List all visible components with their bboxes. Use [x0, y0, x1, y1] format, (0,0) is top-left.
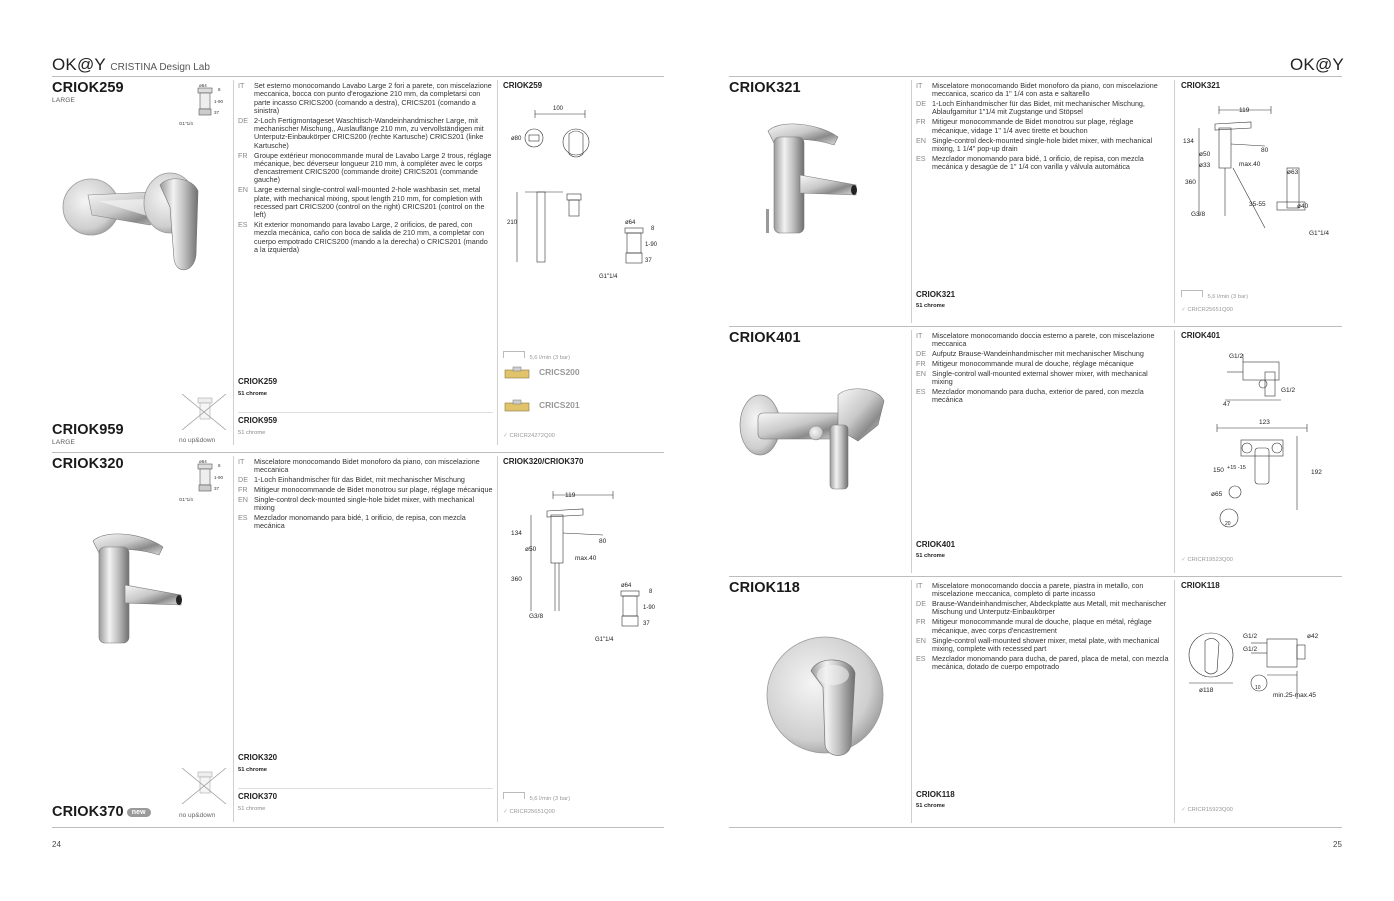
technical-drawing-criok320	[503, 485, 663, 645]
lang-en: EN	[916, 135, 926, 145]
cartridge-value: CRICR24272Q00	[509, 433, 555, 439]
desc-fr: Mitigeur monocommande de Bidet monotrou sur plage, réglage mécanique	[254, 485, 493, 495]
product-photo-criok259	[58, 155, 208, 280]
lang-it: IT	[238, 81, 245, 90]
dim-d118: ø118	[1199, 687, 1214, 694]
drain-d37: 37	[645, 258, 652, 264]
cartridge-icon: ✓	[503, 433, 510, 439]
dim-range: min.25-max.45	[1273, 692, 1316, 699]
dim-max40: max.40	[575, 555, 597, 562]
desc-it: Miscelatore monocomando Bidet monoforo da piano, con miscelazione meccanica	[254, 457, 480, 475]
product-code: CRIOK370	[52, 804, 124, 820]
dim-g38: G3/8	[529, 613, 544, 620]
lang-es: ES	[916, 153, 926, 163]
variant-rule	[238, 412, 493, 413]
lang-fr: FR	[238, 150, 248, 160]
dim-192: 192	[1311, 469, 1322, 476]
dim-d50: ø50	[1199, 151, 1211, 158]
cartridge-icon: ✓	[1181, 307, 1188, 313]
dim-u20: 20	[1225, 521, 1231, 527]
lang-es: ES	[238, 513, 248, 523]
flow-icon	[503, 351, 525, 358]
product-photo-criok118	[765, 625, 895, 765]
technical-drawing-criok118	[1181, 625, 1341, 705]
cartridge-value: CRICR25651Q00	[1187, 307, 1233, 313]
drain-d8: 8	[218, 463, 221, 468]
flow-value: 5,6 l/min (3 bar)	[1207, 294, 1249, 300]
lang-en: EN	[916, 368, 926, 378]
dim-d33: ø33	[1199, 162, 1211, 169]
drawing-title: CRIOK401	[1181, 331, 1221, 340]
dim-max40: max.40	[1239, 161, 1261, 168]
drain-190: 1-90	[643, 605, 656, 611]
variant-code: CRIOK118	[916, 790, 955, 799]
variant-code: CRIOK959	[238, 416, 278, 425]
product-photo-criok321	[760, 115, 860, 240]
variant-finish: 51 chrome	[916, 553, 945, 559]
lang-es: ES	[238, 220, 248, 230]
product-code: CRIOK401	[729, 330, 801, 346]
product-code-row	[52, 804, 151, 820]
lang-en: EN	[238, 185, 248, 195]
dim-134: 134	[1183, 138, 1194, 145]
section-rule	[729, 326, 1342, 327]
technical-drawing-criok259	[503, 100, 663, 285]
variant-finish: 51 chrome	[238, 430, 266, 436]
desc-en: Large external single-control wall-mounted 2-hole washbasin set, metal plate, with mechanical mixing, spout length 210 mm, for completion with recessed part CRICS200 (control on the right) CRICS201 (control on the left)	[254, 185, 485, 220]
dim-47: 47	[1223, 401, 1231, 408]
product-code: CRIOK959	[52, 422, 124, 438]
dim-g114: G1"1/4	[1309, 230, 1330, 237]
lang-en: EN	[238, 494, 248, 504]
drain-d8: 8	[651, 226, 655, 232]
flow-icon	[503, 792, 525, 799]
page-number-left: 24	[52, 840, 61, 849]
lang-en: EN	[916, 635, 926, 645]
cartridge-code	[1181, 807, 1233, 813]
drain-d37: 37	[643, 621, 650, 627]
dim-g12b: G1/2	[1243, 646, 1258, 653]
product-photo-criok401	[738, 385, 888, 495]
dim-g12: G1/2	[1243, 633, 1258, 640]
drain-g114: G1"1/4	[595, 637, 614, 643]
section-rule	[729, 576, 1342, 577]
description-block	[916, 582, 1170, 673]
lang-it: IT	[916, 81, 923, 90]
flow-value: 5,6 l/min (3 bar)	[529, 355, 571, 361]
cartridge-icon: ✓	[503, 809, 510, 815]
column-divider	[911, 580, 912, 823]
cartridge-icon: ✓	[1181, 557, 1188, 563]
product-code: CRIOK259	[52, 80, 124, 96]
brand-logo-right: OK@Y	[1290, 55, 1344, 74]
column-divider	[1174, 580, 1175, 823]
footer-rule-left	[52, 827, 664, 828]
desc-es: Mezclador monomando para ducha, de pared, placa de metal, con mezcla mecánica, dotado de cuerpo empotrado	[932, 653, 1169, 672]
desc-en: Single-control deck-mounted single-hole bidet mixer, with mechanical mixing, 1 1/4" pop-up drain	[932, 135, 1153, 153]
drain-d64: ø64	[625, 220, 636, 226]
cartridge-value: CRICR15923Q00	[1187, 807, 1233, 813]
drawing-title: CRIOK259	[503, 81, 543, 90]
drain-d37: 37	[214, 110, 220, 115]
desc-es: Mezclador monomando para ducha, exterior de pared, con mezcla mecánica	[932, 387, 1144, 405]
drain-d8: 8	[649, 589, 653, 595]
variant-rule	[238, 788, 493, 789]
desc-fr: Mitigeur monocommande mural de douche, réglage mécanique	[932, 359, 1134, 369]
dim-3555: 35-55	[1249, 201, 1266, 208]
dim-d50: ø50	[525, 546, 537, 553]
column-divider	[233, 456, 234, 822]
no-updown-drain-icon	[178, 766, 230, 806]
variant-code: CRIOK320	[238, 753, 278, 762]
recessed-part-crics201: CRICS201	[539, 400, 580, 410]
desc-de: Aufputz Brause-Wandeinhandmischer mit mechanischer Mischung	[932, 349, 1144, 359]
dim-d42: ø42	[1307, 633, 1319, 640]
dim-119: 119	[565, 492, 576, 499]
dim-d40: ø40	[1297, 203, 1309, 210]
drain-d64: ø64	[621, 583, 632, 589]
lang-de: DE	[916, 599, 926, 609]
product-code: CRIOK320	[52, 456, 124, 472]
flow-rate	[503, 787, 570, 805]
lang-de: DE	[916, 349, 926, 359]
column-divider	[1174, 330, 1175, 573]
cartridge-value: CRICR25651Q00	[509, 809, 555, 815]
column-divider	[497, 80, 498, 445]
desc-es: Kit exterior monomando para lavabo Large, 2 orificios, de pared, con mezcla mecánica, caño con boca de salida de 210 mm, a completar con cuerpo empotrado CRICS200 (mando a la derecha) o CRICS201 (mando a la izquierda)	[254, 220, 488, 255]
no-updown-label: no up&down	[179, 437, 216, 444]
page-number-right: 25	[1333, 840, 1342, 849]
lang-it: IT	[916, 331, 923, 340]
product-code: CRIOK321	[729, 80, 801, 96]
desc-es: Mezclador monomando para bidé, 1 orificio, de repisa, con mezcla mecánica	[254, 513, 466, 531]
no-updown-label: no up&down	[179, 812, 216, 819]
no-updown-drain-icon	[178, 392, 230, 432]
variant-code: CRIOK370	[238, 792, 278, 801]
dim-d63: ø63	[1287, 169, 1299, 176]
drain-icon	[178, 82, 230, 126]
footer-rule-right	[729, 827, 1342, 828]
cartridge-icon: ✓	[1181, 807, 1188, 813]
desc-fr: Groupe extérieur monocommande mural de Lavabo Large 2 trous, réglage mécanique, bec déverseur longueur 210 mm, à compléter avec le corps d'encastrement CRICS200 (commande droite) CRICS201 (commande gauche)	[254, 150, 492, 185]
brand-subtitle: CRISTINA Design Lab	[110, 62, 210, 73]
flow-value: 5,6 l/min (3 bar)	[529, 796, 571, 802]
drain-d64: ø64	[199, 83, 207, 88]
lang-de: DE	[238, 475, 248, 485]
product-size: LARGE	[52, 439, 76, 446]
dim-d65: ø65	[1211, 491, 1223, 498]
drain-190: 1-90	[214, 99, 224, 104]
new-badge: new	[127, 808, 151, 817]
dim-g38: G3/8	[1191, 211, 1206, 218]
column-divider	[911, 330, 912, 573]
drain-190: 1-90	[645, 242, 658, 248]
lang-fr: FR	[238, 485, 248, 495]
header-rule-left	[52, 76, 664, 77]
cartridge-code	[1181, 307, 1233, 313]
variant-finish: 51 chrome	[916, 803, 945, 809]
recessed-part-icon	[503, 366, 533, 382]
description-block	[238, 82, 493, 256]
dim-g12b: G1/2	[1281, 387, 1296, 394]
column-divider	[911, 80, 912, 323]
lang-fr: FR	[916, 617, 926, 627]
drain-g114: G1"1/4	[179, 497, 193, 502]
dim-134: 134	[511, 530, 522, 537]
cartridge-code	[1181, 557, 1233, 563]
drain-d64: ø64	[199, 459, 207, 464]
dim-150: 150	[1213, 467, 1224, 474]
desc-en: Single-control deck-mounted single-hole bidet mixer, with mechanical mixing	[254, 494, 475, 513]
desc-es: Mezclador monomando para bidé, 1 orificio, de repisa, con mezcla mecánica y desagüe de 1" 1/4 con varilla y válvula automática	[932, 153, 1144, 172]
desc-de: 1-Loch Einhandmischer für das Bidet, mit mechanischer Mischung	[254, 475, 465, 485]
dim-d80: ø80	[511, 136, 522, 142]
dim-80: 80	[1261, 147, 1269, 154]
product-size: LARGE	[52, 97, 76, 104]
brand-header-left	[52, 55, 210, 75]
section-rule	[52, 452, 664, 453]
lang-de: DE	[916, 99, 926, 109]
product-photo-criok320	[85, 525, 185, 650]
lang-fr: FR	[916, 117, 926, 127]
desc-de: Brause-Wandeinhandmischer, Abdeckplatte aus Metall, mit mechanischer Mischung und Unterputz-Einbaukörper	[932, 599, 1167, 617]
dim-tolerance: +15 -15	[1227, 465, 1246, 471]
dim-u10: 10	[1255, 685, 1261, 691]
lang-it: IT	[238, 457, 245, 466]
variant-finish: 51 chrome	[916, 303, 945, 309]
column-divider	[497, 456, 498, 822]
desc-de: 2-Loch Fertigmontageset Waschtisch-Wandeinhandmischer Large, mit mechanischer Mischung,, Auslauflänge 210 mm, zu vervollständigen mit Unterputz-Einbaukörper CRICS200 (rechte Kartusche) CRICS201 (linke Kartusche)	[254, 115, 484, 150]
dim-80: 80	[599, 538, 607, 545]
variant-code: CRIOK401	[916, 540, 956, 549]
product-code: CRIOK118	[729, 580, 800, 596]
desc-fr: Mitigeur monocommande mural de douche, plaque en métal, réglage mécanique, avec corps d'encastrement	[932, 617, 1152, 635]
drain-g114: G1"1/4	[599, 274, 618, 280]
description-block	[916, 332, 1170, 406]
dim-360: 360	[1185, 179, 1196, 186]
column-divider	[233, 80, 234, 445]
cartridge-value: CRICR19523Q00	[1187, 557, 1233, 563]
dim-119: 119	[1239, 107, 1250, 114]
cartridge-code	[503, 809, 555, 815]
lang-fr: FR	[916, 359, 926, 369]
variant-finish: 51 chrome	[238, 806, 266, 812]
lang-es: ES	[916, 387, 926, 397]
desc-en: Single-control wall-mounted shower mixer, metal plate, with mechanical mixing, complete with recessed part	[932, 635, 1160, 653]
drawing-title: CRIOK118	[1181, 581, 1220, 590]
variant-code: CRIOK321	[916, 290, 956, 299]
lang-es: ES	[916, 653, 926, 663]
desc-fr: Mitigeur monocommande de Bidet monotrou sur plage, réglage mécanique, vidage 1" 1/4 avec tirette et bouchon	[932, 117, 1134, 135]
drain-190: 1-90	[214, 475, 224, 480]
dim-100: 100	[553, 106, 564, 112]
cartridge-code	[503, 433, 555, 439]
desc-it: Set esterno monocomando Lavabo Large 2 fori a parete, con miscelazione meccanica, bocca con punto d'erogazione 210 mm, da completarsi con parte incasso CRICS200 (comando a destra), CRICS201 (comando a sinistra)	[254, 81, 492, 115]
brand-logo: OK@Y	[52, 55, 106, 74]
flow-rate	[1181, 285, 1248, 303]
lang-de: DE	[238, 115, 248, 125]
drain-icon	[178, 458, 230, 502]
drain-d37: 37	[214, 486, 220, 491]
variant-finish: 51 chrome	[238, 391, 267, 397]
recessed-part-crics200: CRICS200	[539, 367, 580, 377]
header-rule-right	[729, 76, 1342, 77]
variant-code: CRIOK259	[238, 377, 278, 386]
dim-g12: G1/2	[1229, 353, 1244, 360]
flow-rate	[503, 346, 570, 364]
description-block	[238, 458, 493, 532]
technical-drawing-criok321	[1181, 98, 1341, 243]
recessed-part-icon	[503, 399, 533, 415]
desc-it: Miscelatore monocomando doccia a parete, piastra in metallo, con miscelazione meccanica, completo di parte incasso	[932, 581, 1144, 599]
drawing-title: CRIOK320/CRIOK370	[503, 457, 584, 466]
desc-de: 1-Loch Einhandmischer für das Bidet, mit mechanischer Mischung, Ablaufgarnitur 1"1/4 mit Zugstange und Stöpsel	[932, 99, 1145, 117]
lang-it: IT	[916, 581, 923, 590]
desc-it: Miscelatore monocomando Bidet monoforo da piano, con miscelazione meccanica, scarico da 1" 1/4 con asta e saltarello	[932, 81, 1158, 99]
flow-icon	[1181, 290, 1203, 297]
dim-210: 210	[507, 220, 518, 226]
column-divider	[1174, 80, 1175, 323]
technical-drawing-criok401	[1181, 348, 1341, 533]
dim-360: 360	[511, 576, 522, 583]
desc-it: Miscelatore monocomando doccia esterno a parete, con miscelazione meccanica	[932, 331, 1155, 349]
drain-d8: 8	[218, 87, 221, 92]
dim-123: 123	[1259, 419, 1270, 426]
description-block	[916, 82, 1170, 173]
drain-g114: G1"1/4	[179, 121, 193, 126]
drawing-title: CRIOK321	[1181, 81, 1221, 90]
variant-finish: 51 chrome	[238, 767, 267, 773]
desc-en: Single-control wall-mounted external shower mixer, with mechanical mixing	[932, 368, 1148, 387]
